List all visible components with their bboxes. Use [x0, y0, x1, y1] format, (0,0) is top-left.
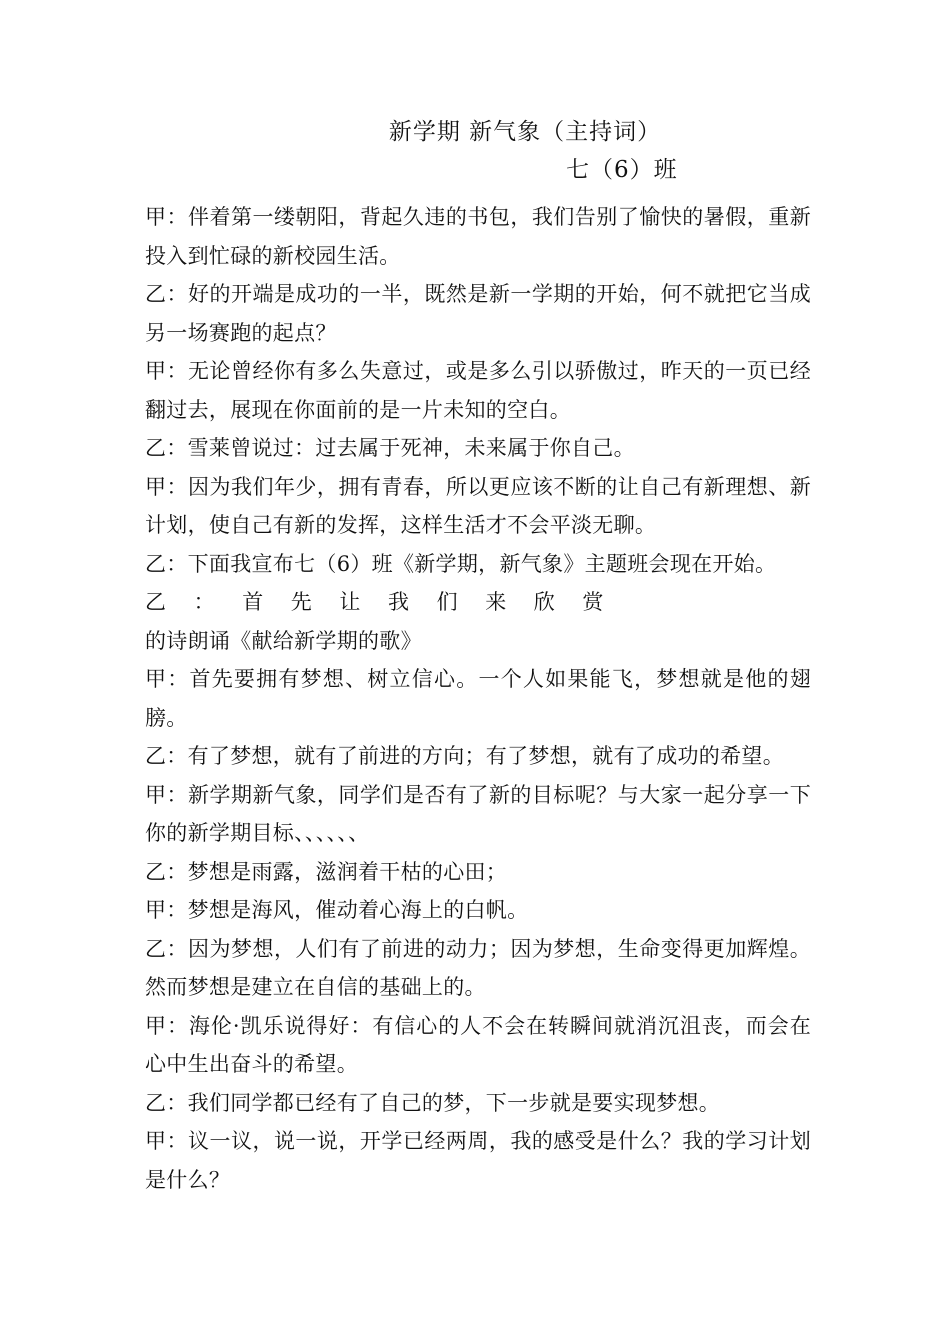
- paragraph-7-end: 的诗朗诵《献给新学期的歌》: [145, 628, 422, 653]
- class-name: 七（6）班: [566, 157, 678, 183]
- paragraph-15: 乙：我们同学都已经有了自己的梦，下一步就是要实现梦想。: [145, 1090, 721, 1115]
- paragraph-1: 甲：伴着第一缕朝阳，背起久违的书包，我们告别了愉快的暑假，重新投入到忙碌的新校园生活。: [145, 205, 811, 268]
- paragraph-7: [145, 583, 811, 660]
- paragraph-2: 乙：好的开端是成功的一半，既然是新一学期的开始，何不就把它当成另一场赛跑的起点？: [145, 282, 811, 345]
- paragraph-5: 甲：因为我们年少，拥有青春，所以更应该不断的让自己有新理想、新计划，使自己有新的发挥，这样生活才不会平淡无聊。: [145, 474, 811, 537]
- paragraph-4: 乙：雪莱曾说过：过去属于死神，未来属于你自己。: [145, 436, 635, 460]
- paragraph-13: 乙：因为梦想，人们有了前进的动力；因为梦想，生命变得更加辉煌。然而梦想是建立在自信的基础上的。: [145, 936, 811, 999]
- paragraph-6: 乙：下面我宣布七（6）班《新学期，新气象》主题班会现在开始。: [145, 551, 777, 576]
- paragraph-14: 甲：海伦·凯乐说得好：有信心的人不会在转瞬间就消沉沮丧，而会在心中生出奋斗的希望。: [145, 1013, 811, 1076]
- paragraph-12: 甲：梦想是海风，催动着心海上的白帆。: [145, 898, 529, 922]
- paragraph-3: 甲：无论曾经你有多么失意过，或是多么引以骄傲过，昨天的一页已经翻过去，展现在你面前的是一片未知的空白。: [145, 359, 811, 422]
- paragraph-11: 乙：梦想是雨露，滋润着干枯的心田；: [145, 859, 508, 884]
- paragraph-8: 甲：首先要拥有梦想、树立信心。一个人如果能飞，梦想就是他的翅膀。: [145, 667, 811, 730]
- document-body: [145, 198, 811, 1199]
- document-title: 新学期 新气象（主持词）: [388, 119, 662, 145]
- paragraph-7-start: 乙：首先让我们来欣赏: [145, 590, 631, 614]
- paragraph-10: 甲：新学期新气象，同学们是否有了新的目标呢？与大家一起分享一下你的新学期目标、、、、、、: [145, 782, 811, 845]
- paragraph-9: 乙：有了梦想，就有了前进的方向；有了梦想，就有了成功的希望。: [145, 744, 784, 768]
- paragraph-16: 甲：议一议，说一说，开学已经两周，我的感受是什么？我的学习计划是什么？: [145, 1129, 811, 1192]
